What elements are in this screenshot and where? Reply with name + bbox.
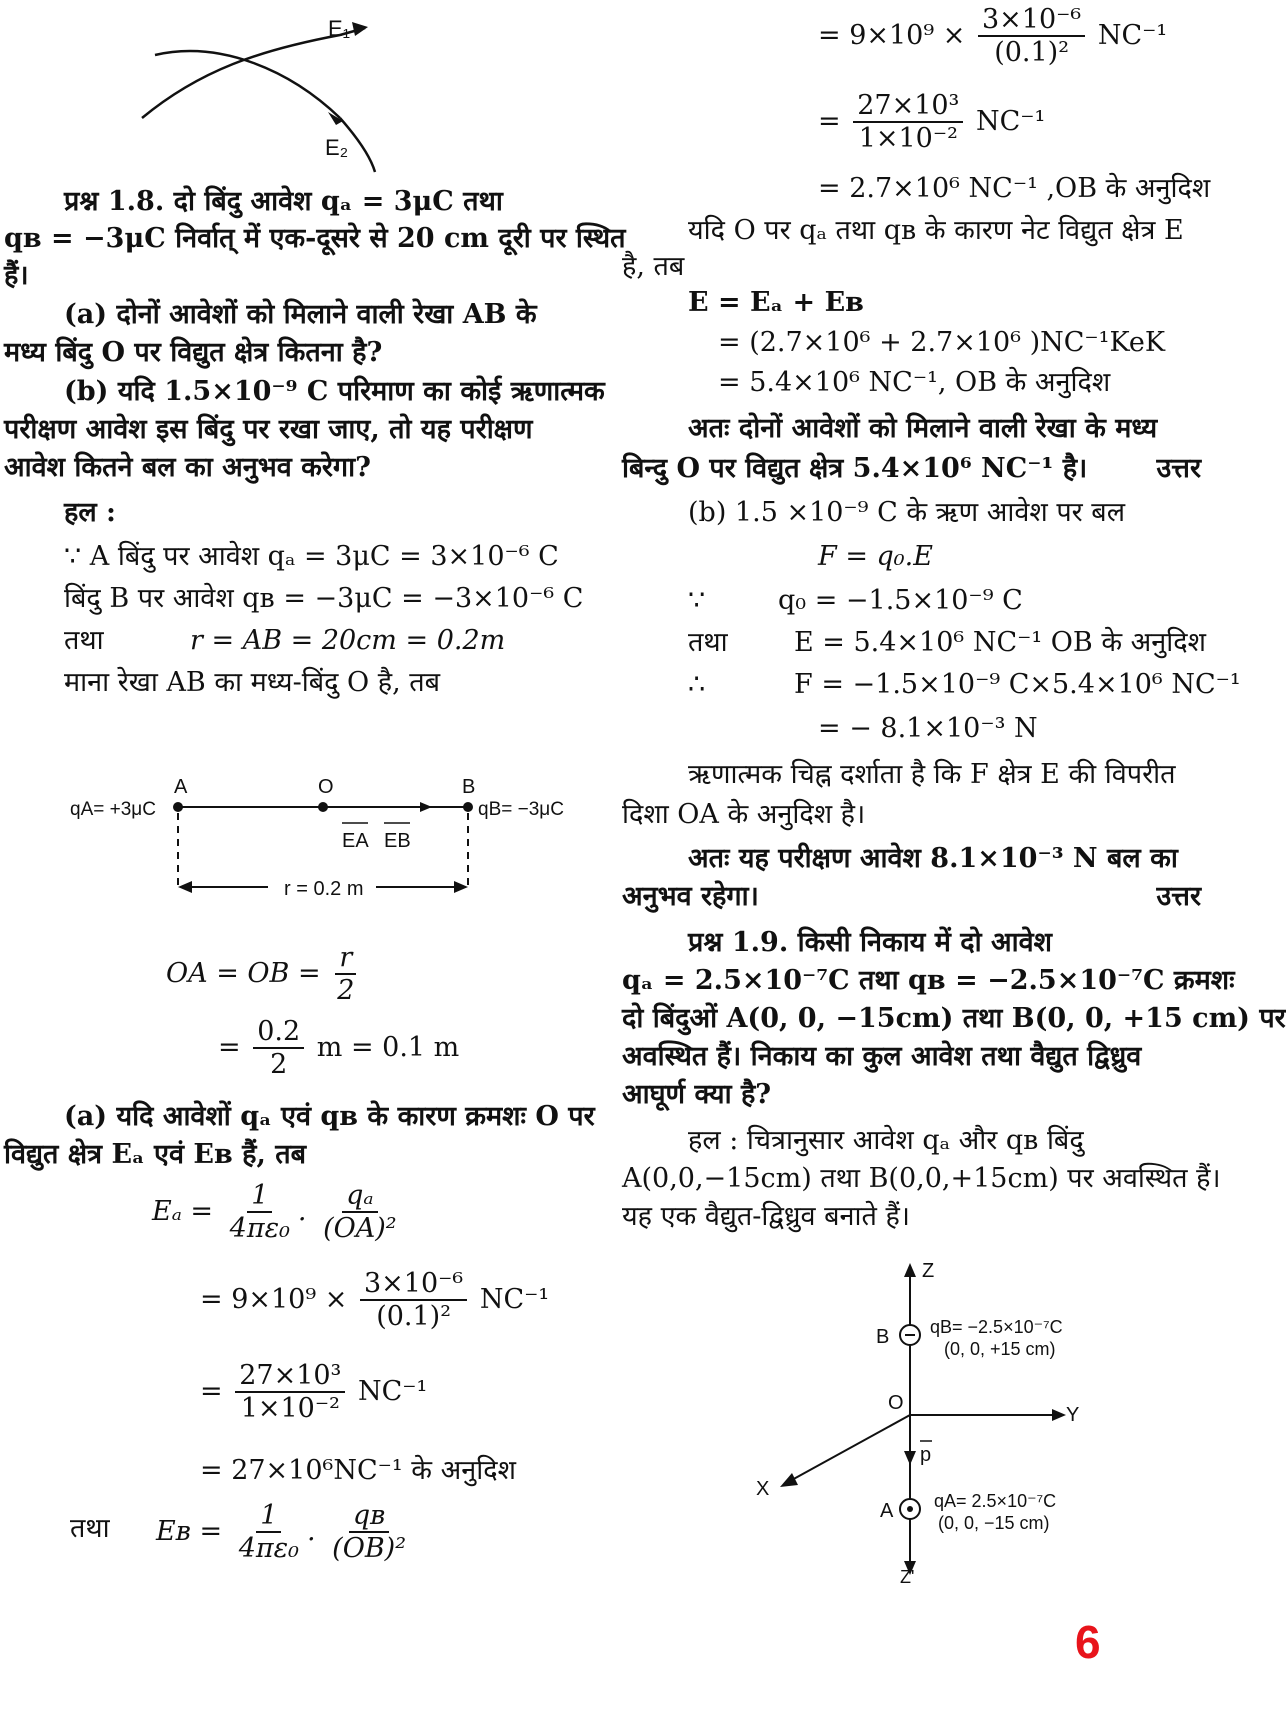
eb-label: EB bbox=[384, 830, 411, 852]
step3-tatha: तथा bbox=[64, 625, 104, 656]
q19-line1: प्रश्न 1.9. किसी निकाय में दो आवेश bbox=[688, 927, 1053, 958]
oa2-num: 0.2 bbox=[253, 1017, 304, 1049]
eb-dot: . bbox=[306, 1516, 316, 1547]
dipole-p-label: p bbox=[920, 1444, 932, 1466]
r1-den: (0.1)² bbox=[994, 36, 1070, 68]
oa2-frac bbox=[253, 1017, 304, 1081]
y-axis-label: Y bbox=[1066, 1404, 1080, 1426]
ea-f1-den: 4πε₀ bbox=[229, 1212, 290, 1244]
qb-line3: आवेश कितने बल का अनुभव करेगा? bbox=[4, 452, 371, 483]
r1 bbox=[818, 4, 1167, 69]
ea2-den: (0.1)² bbox=[376, 1300, 452, 1332]
ea-step2 bbox=[200, 1268, 549, 1333]
r2-frac bbox=[853, 91, 963, 155]
qa-value: qA= 2.5×10⁻⁷C bbox=[934, 1491, 1057, 1511]
ea2-frac bbox=[360, 1269, 467, 1333]
oa-frac bbox=[333, 943, 358, 1007]
ea3-eq: = bbox=[200, 1376, 223, 1407]
r12-e: E = 5.4×10⁶ NC⁻¹ OB के अनुदिश bbox=[794, 627, 1206, 658]
eb-f1-num: 1 bbox=[256, 1501, 281, 1533]
r7: = 5.4×10⁶ NC⁻¹, OB के अनुदिश bbox=[718, 367, 1111, 398]
eb-frac2 bbox=[328, 1501, 410, 1565]
page-number: 6 bbox=[1075, 1616, 1101, 1668]
step1: ∵ A बिंदु पर आवेश qₐ = 3μC = 3×10⁻⁶ C bbox=[64, 541, 559, 572]
r2-den: 1×10⁻² bbox=[858, 122, 958, 154]
r12-tatha: तथा bbox=[688, 627, 728, 658]
point-b-label: B bbox=[462, 776, 476, 798]
h19-line2: A(0,0,−15cm) तथा B(0,0,+15cm) पर अवस्थित हैं। bbox=[622, 1163, 1221, 1194]
h19-line1: हल : चित्रानुसार आवेश qₐ और qʙ बिंदु bbox=[688, 1125, 1084, 1156]
r6: = (2.7×10⁶ + 2.7×10⁶ )NC⁻¹KeK bbox=[718, 327, 1166, 358]
ea3-unit: NC⁻¹ bbox=[357, 1376, 428, 1407]
qb-label: qB= −3μC bbox=[478, 799, 564, 820]
uttar-1: उत्तर bbox=[1156, 453, 1201, 484]
r15-line1: ऋणात्मक चिह्न दर्शाता है कि F क्षेत्र E की विपरीत bbox=[688, 759, 1176, 790]
r5: E = Eₐ + Eʙ bbox=[688, 287, 864, 318]
point-b-label: B bbox=[876, 1326, 890, 1348]
r1-lhs: = 9×10⁹ × bbox=[818, 20, 966, 51]
r13-therefore: ∴ bbox=[688, 669, 706, 700]
ea-step3 bbox=[200, 1360, 427, 1425]
uttar-2: उत्तर bbox=[1156, 881, 1201, 912]
field-lines-figure bbox=[140, 0, 400, 180]
charges-line-figure bbox=[70, 775, 590, 905]
oa2-eq bbox=[218, 1016, 459, 1081]
r2-unit: NC⁻¹ bbox=[975, 106, 1046, 137]
eb-frac1 bbox=[235, 1501, 303, 1565]
q18-line3: हैं। bbox=[4, 260, 29, 291]
q19-line2: qₐ = 2.5×10⁻⁷C तथा qʙ = −2.5×10⁻⁷C क्रमशः bbox=[622, 965, 1235, 996]
r8-line2: बिन्दु O पर विद्युत क्षेत्र 5.4×10⁶ NC⁻¹ है। bbox=[622, 453, 1088, 484]
r11-q0: q₀ = −1.5×10⁻⁹ C bbox=[778, 585, 1023, 616]
q18-line2: qʙ = −3μC निर्वात् में एक-दूसरे से 20 cm दूरी पर स्थित bbox=[4, 223, 626, 254]
point-a-label: A bbox=[174, 776, 188, 798]
ea-frac1 bbox=[226, 1181, 294, 1245]
r1-frac bbox=[978, 5, 1085, 69]
point-o-label: O bbox=[318, 776, 334, 798]
origin-label: O bbox=[888, 1392, 904, 1414]
h19-line3: यह एक वैद्युत-द्विध्रुव बनाते हैं। bbox=[622, 1201, 911, 1232]
z-axis-label: Z bbox=[922, 1260, 935, 1282]
ea3-num: 27×10³ bbox=[235, 1361, 345, 1393]
oa2-eq-sign: = bbox=[218, 1032, 241, 1063]
ea-label: EA bbox=[342, 830, 369, 852]
oa2-rhs: m = 0.1 m bbox=[316, 1032, 460, 1063]
hal-label: हल : bbox=[64, 497, 117, 528]
r2 bbox=[818, 90, 1045, 155]
qb-value: qB= −2.5×10⁻⁷C bbox=[930, 1317, 1063, 1337]
ea-dot: . bbox=[297, 1196, 307, 1227]
r-label: r = 0.2 m bbox=[284, 878, 364, 900]
step2: बिंदु B पर आवेश qʙ = −3μC = −3×10⁻⁶ C bbox=[64, 583, 584, 614]
r1-unit: NC⁻¹ bbox=[1097, 20, 1168, 51]
r2-num: 27×10³ bbox=[853, 91, 963, 123]
point-a-label: A bbox=[880, 1500, 894, 1522]
dipole-axes-figure bbox=[748, 1255, 1078, 1585]
qa-label: qA= +3μC bbox=[70, 799, 156, 820]
eb-f2-num: qʙ bbox=[349, 1501, 389, 1533]
ea2-lhs: = 9×10⁹ × bbox=[200, 1284, 348, 1315]
qb-line2: परीक्षण आवेश इस बिंदु पर रखा जाए, तो यह परीक्षण bbox=[4, 414, 533, 445]
eb-tatha: तथा bbox=[70, 1513, 110, 1544]
ea-f1-num: 1 bbox=[247, 1181, 272, 1213]
r11-since: ∵ bbox=[688, 585, 706, 616]
e1-label: E₁ bbox=[328, 16, 351, 41]
ea2-unit: NC⁻¹ bbox=[479, 1284, 550, 1315]
qa-position: (0, 0, −15 cm) bbox=[938, 1513, 1050, 1533]
zp-axis-label: Z' bbox=[900, 1567, 915, 1587]
ea-frac2 bbox=[319, 1181, 401, 1245]
step3-r: r = AB = 20cm = 0.2m bbox=[190, 625, 506, 656]
q19-line4: अवस्थित हैं। निकाय का कुल आवेश तथा वैद्युत द्विध्रुव bbox=[622, 1041, 1142, 1072]
eb-lhs: Eʙ = bbox=[156, 1516, 223, 1547]
r9: (b) 1.5 ×10⁻⁹ C के ऋण आवेश पर बल bbox=[688, 497, 1126, 528]
pa-line1: (a) यदि आवेशों qₐ एवं qʙ के कारण क्रमशः O पर bbox=[64, 1101, 595, 1132]
r8-line1: अतः दोनों आवेशों को मिलाने वाली रेखा के मध्य bbox=[688, 413, 1158, 444]
ea-f2-den: (OA)² bbox=[323, 1212, 397, 1244]
r4-line2: है, तब bbox=[622, 251, 685, 282]
r16-line2: अनुभव रहेगा। bbox=[622, 881, 759, 912]
qa-line1: (a) दोनों आवेशों को मिलाने वाली रेखा AB के bbox=[64, 299, 537, 330]
r13-f: F = −1.5×10⁻⁹ C×5.4×10⁶ NC⁻¹ bbox=[794, 669, 1241, 700]
oa2-den: 2 bbox=[270, 1048, 288, 1080]
r16-line1: अतः यह परीक्षण आवेश 8.1×10⁻³ N बल का bbox=[688, 843, 1178, 874]
r14: = − 8.1×10⁻³ N bbox=[818, 713, 1038, 744]
x-axis-label: X bbox=[756, 1478, 770, 1500]
q18-line1: प्रश्न 1.8. दो बिंदु आवेश qₐ = 3μC तथा bbox=[64, 186, 503, 217]
r15-line2: दिशा OA के अनुदिश है। bbox=[622, 799, 866, 830]
ea3-den: 1×10⁻² bbox=[240, 1392, 340, 1424]
oa-eq bbox=[166, 942, 362, 1007]
r4-line1: यदि O पर qₐ तथा qʙ के कारण नेट विद्युत क्षेत्र E bbox=[688, 215, 1184, 246]
ea3-frac bbox=[235, 1361, 345, 1425]
qb-position: (0, 0, +15 cm) bbox=[944, 1339, 1056, 1359]
step4: माना रेखा AB का मध्य-बिंदु O है, तब bbox=[64, 667, 441, 698]
r2-eq: = bbox=[818, 106, 841, 137]
pa-line2: विद्युत क्षेत्र Eₐ एवं Eʙ हैं, तब bbox=[4, 1139, 307, 1170]
ea-lhs: Eₐ = bbox=[152, 1196, 214, 1227]
r1-num: 3×10⁻⁶ bbox=[978, 5, 1085, 37]
oa-num: r bbox=[335, 943, 356, 975]
oa-den: 2 bbox=[337, 974, 355, 1006]
ea-f2-num: qₐ bbox=[342, 1181, 377, 1213]
eb-formula bbox=[156, 1500, 414, 1565]
qb-line1: (b) यदि 1.5×10⁻⁹ C परिमाण का कोई ऋणात्मक bbox=[64, 376, 605, 407]
e2-label: E₂ bbox=[325, 135, 349, 160]
eb-f1-den: 4πε₀ bbox=[238, 1532, 299, 1564]
oa-lhs: OA = OB = bbox=[166, 958, 321, 989]
ea2-num: 3×10⁻⁶ bbox=[360, 1269, 467, 1301]
q19-line3: दो बिंदुओं A(0, 0, −15cm) तथा B(0, 0, +15 cm) पर bbox=[622, 1003, 1286, 1034]
q19-line5: आघूर्ण क्या है? bbox=[622, 1079, 772, 1110]
r3: = 2.7×10⁶ NC⁻¹ ,OB के अनुदिश bbox=[818, 173, 1211, 204]
eb-f2-den: (OB)² bbox=[332, 1532, 407, 1564]
qa-line2: मध्य बिंदु O पर विद्युत क्षेत्र कितना है? bbox=[4, 337, 383, 368]
r10: F = q₀.E bbox=[818, 541, 933, 572]
ea-step4: = 27×10⁶NC⁻¹ के अनुदिश bbox=[200, 1455, 516, 1486]
ea-formula bbox=[152, 1180, 405, 1245]
